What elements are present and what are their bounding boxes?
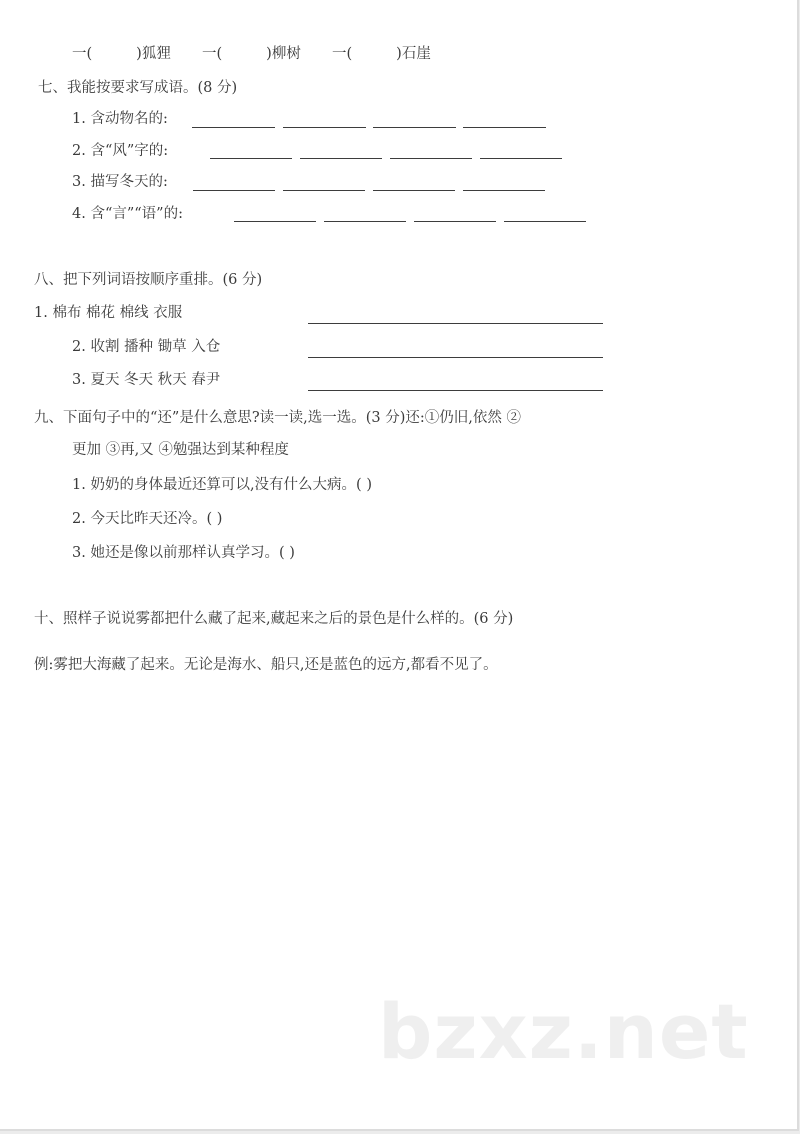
answer-line[interactable]: [308, 357, 603, 358]
measure-word-prefix: 一(: [332, 46, 353, 62]
answer-blank[interactable]: [480, 158, 562, 159]
answer-line[interactable]: [308, 390, 603, 391]
measure-word-1: [72, 44, 171, 64]
measure-word-prefix: 一(: [72, 46, 93, 62]
item-label: 1. 含动物名的:: [72, 111, 168, 127]
answer-line[interactable]: [308, 323, 603, 324]
section7-item-3: [72, 172, 168, 192]
answer-blank[interactable]: [463, 127, 546, 128]
section10-title: 十、照样子说说雾都把什么藏了起来,藏起来之后的景色是什么样的。(6 分): [34, 611, 514, 627]
watermark-logo: bzxz.net: [378, 987, 749, 1076]
section8-title: 八、把下列词语按顺序重排。(6 分): [34, 272, 263, 288]
section9-item-1: 1. 奶奶的身体最近还算可以,没有什么大病。( ): [72, 477, 372, 493]
section7-item-4: [72, 204, 183, 224]
measure-word-2: [202, 44, 301, 64]
section9-item-3: 3. 她还是像以前那样认真学习。( ): [72, 545, 295, 561]
item-label: 3. 描写冬天的:: [72, 174, 168, 190]
section9-item-2: 2. 今天比昨天还冷。( ): [72, 511, 223, 527]
answer-blank[interactable]: [192, 127, 275, 128]
section7-item-2: [72, 141, 168, 161]
answer-blank[interactable]: [373, 127, 456, 128]
answer-blank[interactable]: [283, 190, 365, 191]
answer-blank[interactable]: [414, 221, 496, 222]
section7-item-1: [72, 109, 168, 129]
answer-blank[interactable]: [324, 221, 406, 222]
item-label: 4. 含“言”“语”的:: [72, 206, 183, 222]
section10-example: 例:雾把大海藏了起来。无论是海水、船只,还是蓝色的远方,都看不见了。: [34, 657, 498, 673]
measure-word-3: [332, 44, 431, 64]
answer-blank[interactable]: [300, 158, 382, 159]
answer-blank[interactable]: [373, 190, 455, 191]
answer-blank[interactable]: [210, 158, 292, 159]
answer-blank[interactable]: [283, 127, 366, 128]
section7-title: 七、我能按要求写成语。(8 分): [38, 80, 238, 96]
answer-blank[interactable]: [504, 221, 586, 222]
section9-title-line2: 更加 ③再,又 ④勉强达到某种程度: [72, 442, 289, 458]
answer-blank[interactable]: [390, 158, 472, 159]
section8-item-3: 3. 夏天 冬天 秋天 春尹: [72, 372, 221, 388]
answer-blank[interactable]: [463, 190, 545, 191]
answer-blank[interactable]: [193, 190, 275, 191]
section8-item-1: 1. 棉布 棉花 棉线 衣服: [34, 305, 183, 321]
answer-blank[interactable]: [234, 221, 316, 222]
measure-word-suffix: )石崖: [396, 46, 431, 62]
section9-title-line1: 九、下面句子中的“还”是什么意思?读一读,选一选。(3 分)还:①仍旧,依然 ②: [34, 410, 521, 426]
item-label: 2. 含“风”字的:: [72, 143, 169, 159]
measure-word-suffix: )狐狸: [136, 46, 171, 62]
section8-item-2: 2. 收割 播种 锄草 入仓: [72, 339, 221, 355]
measure-word-suffix: )柳树: [266, 46, 301, 62]
measure-word-prefix: 一(: [202, 46, 223, 62]
